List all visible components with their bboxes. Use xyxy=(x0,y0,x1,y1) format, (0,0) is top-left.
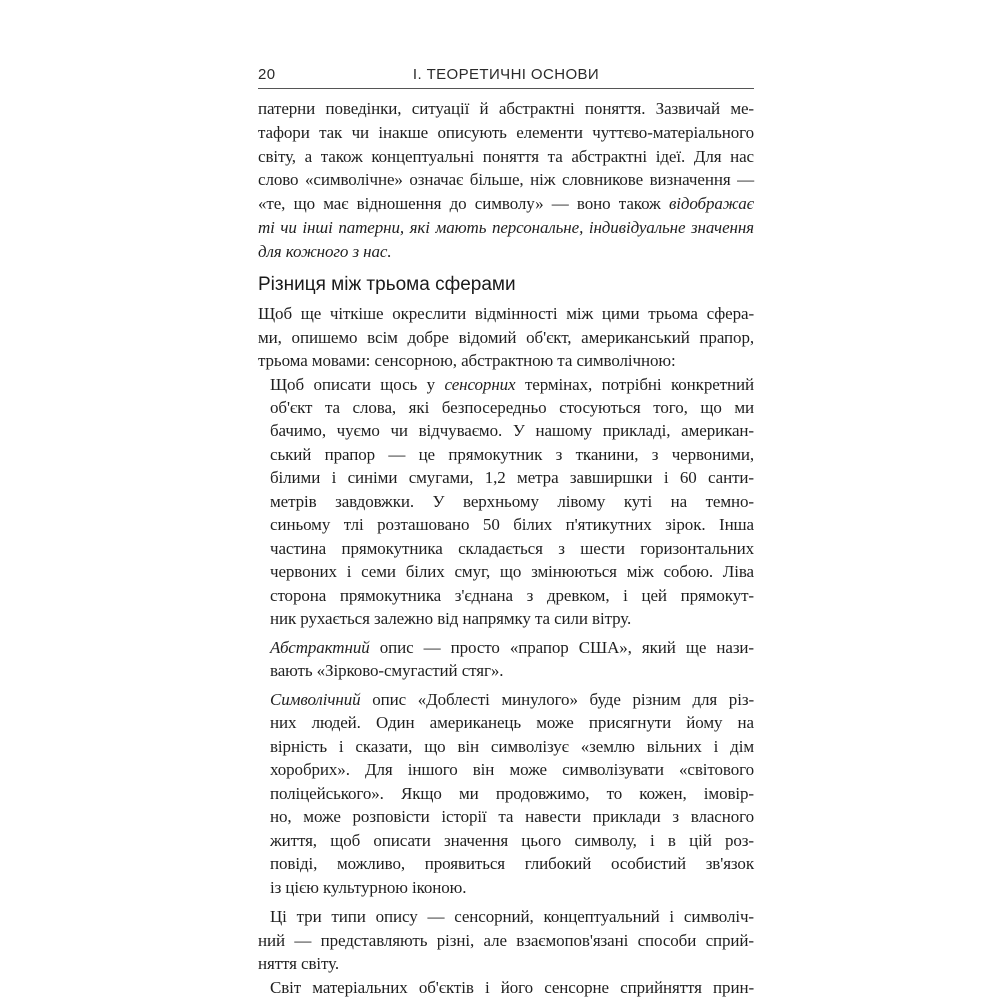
text-line: патерни поведінки, ситуації й абстрактні поняття. Зазвичай ме- xyxy=(258,99,754,118)
text-line: світу, а також концептуальні поняття та абстрактні ідеї. Для нас xyxy=(258,147,754,166)
italic-span: Символічний xyxy=(270,690,361,709)
italic-span: Абстрактний xyxy=(270,638,370,657)
quote-line: синьому тлі розташовано 50 білих п'ятикутних зірок. Інша xyxy=(270,515,754,534)
text-line: слово «символічне» означає більше, ніж словникове визначення — xyxy=(258,170,754,189)
text-line: ми, опишемо всім добре відомий об'єкт, американський прапор, xyxy=(258,328,754,347)
italic-span: відображає xyxy=(668,194,754,213)
quote-line: частина прямокутника складається з шести горизонтальних xyxy=(270,539,754,558)
italic-span: ті чи інші патерни, які мають персональне, індивідуальне значення xyxy=(258,218,754,237)
text-span: опис — просто «прапор США», який ще нази- xyxy=(369,638,754,657)
quote-line: ник рухається залежно від напрямку та сили вітру. xyxy=(270,609,632,628)
header-divider xyxy=(258,88,754,89)
quote-line: вірність і сказати, що він символізує «землю вільних і дім xyxy=(270,737,754,756)
quote-line: із цією культурною іконою. xyxy=(270,878,467,897)
quote-line: життя, щоб описати значення цього символу, і в цій роз- xyxy=(270,831,754,850)
quote-line: хоробрих». Для іншого він може символізувати «світового xyxy=(270,760,754,779)
section-title: І. ТЕОРЕТИЧНІ ОСНОВИ xyxy=(412,66,600,83)
text-line: ний — представляють різні, але взаємопов'язані способи сприй- xyxy=(258,931,754,950)
text-span: термінах, потрібні конкретний xyxy=(515,375,754,394)
text-span: Щоб описати щось у xyxy=(270,375,445,394)
quote-line: повіді, можливо, проявиться глибокий особистий зв'язок xyxy=(270,854,754,873)
text-span: «те, що має відношення до символу» — воно також xyxy=(258,194,669,213)
text-line: трьома мовами: сенсорною, абстрактною та символічною: xyxy=(258,351,676,370)
page-number: 20 xyxy=(258,66,276,83)
text-line xyxy=(258,192,754,215)
quote-line: вають «Зірково-смугастий стяг». xyxy=(270,661,504,680)
quote-line: об'єкт та слова, які безпосередньо стосуються того, що ми xyxy=(270,398,754,417)
text-line xyxy=(258,216,754,239)
text-line xyxy=(258,240,754,263)
text-line: тафори так чи інакше описують елементи чуттєво-матеріального xyxy=(258,123,754,142)
text-line: няття світу. xyxy=(258,954,339,973)
quote-line: сторона прямокутника з'єднана з древком, і цей прямокут- xyxy=(270,586,754,605)
running-header xyxy=(258,64,754,86)
quote-line: них людей. Один американець може присягнути йому на xyxy=(270,713,754,732)
quote-line: поліцейського». Якщо ми продовжимо, то кожен, імовір- xyxy=(270,784,754,803)
quote-line: червоних і семи білих смуг, що змінюються між собою. Ліва xyxy=(270,562,754,581)
text-span: опис «Доблесті минулого» буде різним для різ- xyxy=(360,690,754,709)
section-heading: Різниця між трьома сферами xyxy=(258,274,516,295)
quote-line: метрів завдовжки. У верхньому лівому куті на темно- xyxy=(270,492,754,511)
text-line: Ці три типи опису — сенсорний, концептуальний і символіч- xyxy=(270,907,754,926)
quote-line xyxy=(270,636,754,659)
quote-line xyxy=(270,688,754,711)
italic-span: сенсорних xyxy=(444,375,516,394)
quote-line xyxy=(270,373,754,396)
text-line: Світ матеріальних об'єктів і його сенсорне сприйняття прин- xyxy=(270,978,754,997)
text-line: Щоб ще чіткіше окреслити відмінності між цими трьома сфера- xyxy=(258,304,754,323)
italic-span: для кожного з нас. xyxy=(258,242,392,261)
quote-line: ський прапор — це прямокутник з тканини, з червоними, xyxy=(270,445,754,464)
quote-line: бачимо, чуємо чи відчуваємо. У нашому прикладі, американ- xyxy=(270,421,754,440)
quote-line: но, може розповісти історії та навести приклади з власного xyxy=(270,807,754,826)
quote-line: білими і синіми смугами, 1,2 метра завширшки і 60 санти- xyxy=(270,468,754,487)
